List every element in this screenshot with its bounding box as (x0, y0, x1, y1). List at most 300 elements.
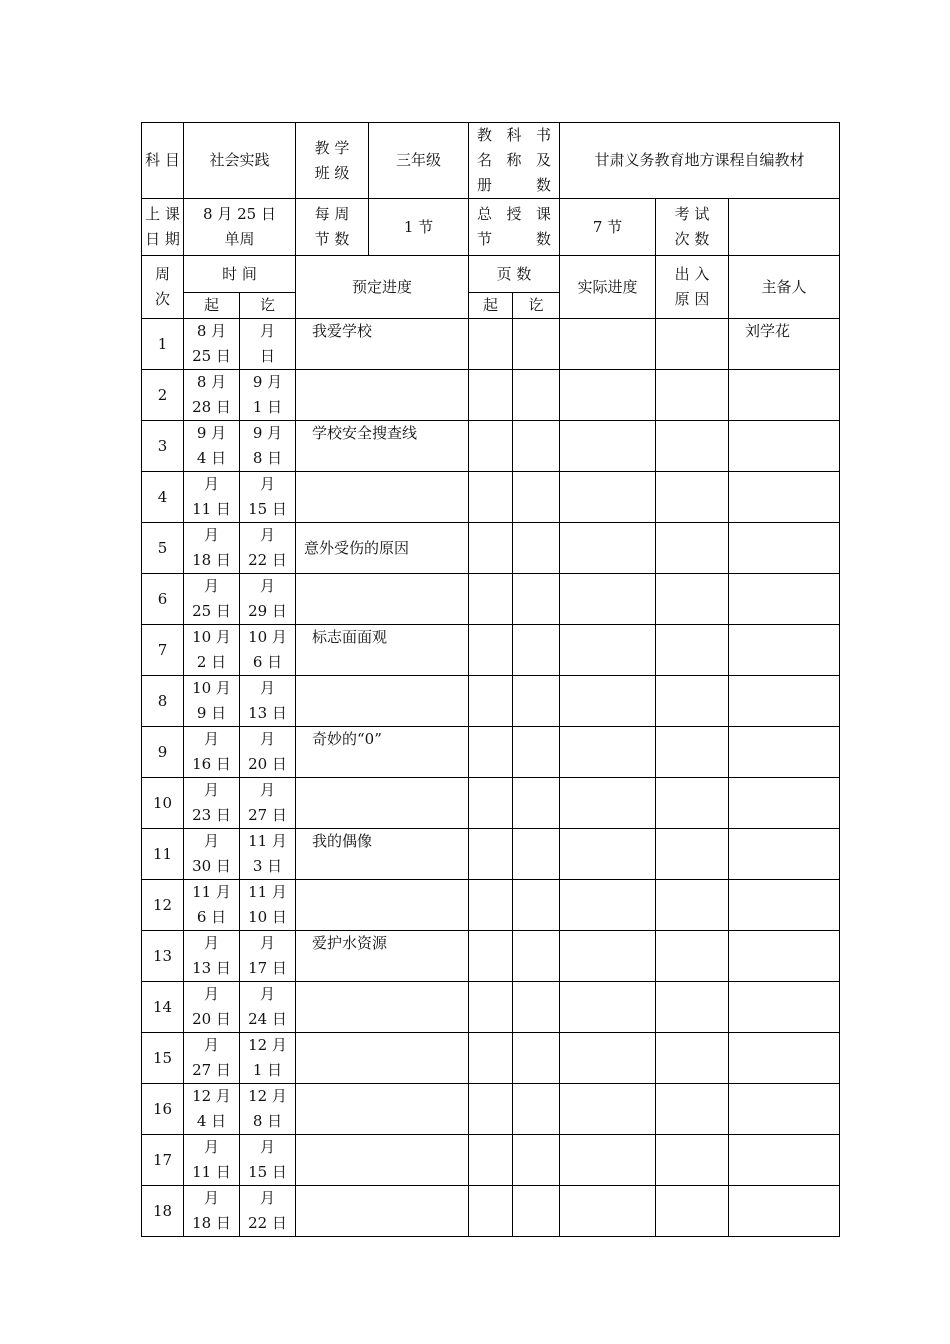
page-start-column-header: 起 (469, 293, 513, 319)
start-date-cell (184, 1033, 240, 1084)
end-date-cell (240, 472, 296, 523)
cell-line: 24 日 (248, 1010, 287, 1028)
week-cell: 2 (142, 370, 184, 421)
table-row (142, 1186, 840, 1237)
cell-line: 1 日 (252, 1061, 283, 1079)
week-cell: 16 (142, 1084, 184, 1135)
page-end-column-header: 讫 (513, 293, 560, 319)
planned-progress-cell (296, 1186, 469, 1237)
start-date-cell (184, 931, 240, 982)
planned-progress-cell (296, 982, 469, 1033)
week-cell: 7 (142, 625, 184, 676)
week-cell: 10 (142, 778, 184, 829)
start-date-cell (184, 523, 240, 574)
cell-line: 15 日 (248, 500, 287, 518)
cell-line: 月 (260, 679, 276, 697)
reason-column-header (656, 256, 729, 319)
actual-progress-cell (560, 1186, 656, 1237)
page-start-cell (469, 829, 513, 880)
start-date-cell (184, 370, 240, 421)
cell-line: 月 (260, 526, 276, 544)
page-start-cell (469, 523, 513, 574)
cell-line: 月 (260, 577, 276, 595)
page-end-cell (513, 1186, 560, 1237)
page-start-cell (469, 1186, 513, 1237)
preparer-cell (729, 1084, 840, 1135)
cell-line: 12 月 (192, 1087, 231, 1105)
book-value: 甘肃义务教育地方课程自编教材 (560, 123, 840, 199)
page-start-cell (469, 1084, 513, 1135)
cell-line: 节 数 (477, 230, 552, 248)
cell-line: 名 称 及 (477, 151, 552, 169)
end-date-cell (240, 982, 296, 1033)
actual-progress-cell (560, 472, 656, 523)
page-end-cell (513, 1135, 560, 1186)
cell-line: 月 (260, 934, 276, 952)
reason-cell (656, 574, 729, 625)
reason-cell (656, 319, 729, 370)
actual-progress-cell (560, 625, 656, 676)
cell-line: 月 (203, 475, 219, 493)
preparer-cell (729, 523, 840, 574)
reason-cell (656, 523, 729, 574)
table-row (142, 676, 840, 727)
week-cell: 17 (142, 1135, 184, 1186)
cell-line: 月 (203, 781, 219, 799)
preparer-cell (729, 829, 840, 880)
page-start-cell (469, 574, 513, 625)
cell-line: 4 日 (196, 449, 227, 467)
preparer-cell (729, 931, 840, 982)
preparer-cell (729, 1135, 840, 1186)
start-date-cell (184, 778, 240, 829)
reason-cell (656, 370, 729, 421)
cell-line: 22 日 (248, 1214, 287, 1232)
cell-line: 月 (260, 985, 276, 1003)
cell-line: 18 日 (192, 1214, 231, 1232)
reason-cell (656, 676, 729, 727)
table-row (142, 829, 840, 880)
planned-progress-cell: 我的偶像 (296, 829, 469, 880)
end-date-cell (240, 574, 296, 625)
reason-cell (656, 625, 729, 676)
weekly-label (296, 199, 369, 256)
planned-progress-cell (296, 1033, 469, 1084)
page-end-cell (513, 574, 560, 625)
cell-line: 12 月 (248, 1036, 287, 1054)
table-row (142, 523, 840, 574)
end-date-cell (240, 727, 296, 778)
cell-line: 25 日 (192, 347, 231, 365)
cell-line: 8 月 (196, 322, 227, 340)
page-start-cell (469, 1135, 513, 1186)
preparer-cell: 刘学花 (729, 319, 840, 370)
cell-line: 13 日 (192, 959, 231, 977)
page-end-cell (513, 421, 560, 472)
cell-line: 月 (203, 1189, 219, 1207)
teaching-plan-table (141, 122, 840, 1237)
cell-line: 29 日 (248, 602, 287, 620)
start-column-header: 起 (184, 293, 240, 319)
preparer-cell (729, 880, 840, 931)
planned-progress-cell: 学校安全搜查线 (296, 421, 469, 472)
cell-line: 月 (203, 1036, 219, 1054)
table-row (142, 727, 840, 778)
cell-line: 月 (203, 526, 219, 544)
page-end-cell (513, 727, 560, 778)
week-cell: 6 (142, 574, 184, 625)
table-row (142, 982, 840, 1033)
planned-progress-cell (296, 778, 469, 829)
table-row (142, 421, 840, 472)
table-row (142, 319, 840, 370)
reason-cell (656, 421, 729, 472)
cell-line: 教 科 书 (477, 126, 552, 144)
page-end-cell (513, 370, 560, 421)
cell-line: 月 (203, 730, 219, 748)
cell-line: 8 月 (196, 373, 227, 391)
actual-progress-cell (560, 421, 656, 472)
end-date-cell (240, 1135, 296, 1186)
end-date-cell (240, 1033, 296, 1084)
cell-line: 6 日 (196, 908, 227, 926)
table-row (142, 472, 840, 523)
week-cell: 18 (142, 1186, 184, 1237)
cell-line: 16 日 (192, 755, 231, 773)
start-date-cell (184, 982, 240, 1033)
preparer-cell (729, 625, 840, 676)
header-row-1 (142, 123, 840, 199)
planned-progress-cell: 标志面面观 (296, 625, 469, 676)
reason-cell (656, 880, 729, 931)
cell-line: 月 (203, 934, 219, 952)
preparer-cell (729, 778, 840, 829)
cell-line: 10 日 (248, 908, 287, 926)
cell-line: 23 日 (192, 806, 231, 824)
start-date-cell (184, 421, 240, 472)
page-start-cell (469, 1033, 513, 1084)
cell-line: 考 试 (674, 205, 710, 223)
table-row (142, 625, 840, 676)
page-start-cell (469, 421, 513, 472)
planned-progress-cell (296, 676, 469, 727)
actual-progress-cell (560, 523, 656, 574)
end-date-cell (240, 829, 296, 880)
cell-line: 月 (260, 781, 276, 799)
table-row (142, 1135, 840, 1186)
page-start-cell (469, 472, 513, 523)
cell-line: 13 日 (248, 704, 287, 722)
cell-line: 次 数 (674, 230, 710, 248)
cell-line: 27 日 (248, 806, 287, 824)
start-date-cell (184, 574, 240, 625)
start-date-cell (184, 625, 240, 676)
actual-progress-cell (560, 727, 656, 778)
reason-cell (656, 1186, 729, 1237)
cell-line: 月 (203, 577, 219, 595)
preparer-cell (729, 982, 840, 1033)
planned-progress-cell: 我爱学校 (296, 319, 469, 370)
cell-line: 8 日 (252, 449, 283, 467)
end-date-cell (240, 523, 296, 574)
week-cell: 12 (142, 880, 184, 931)
date-value (184, 199, 296, 256)
reason-cell (656, 1084, 729, 1135)
reason-cell (656, 931, 729, 982)
start-date-cell (184, 1186, 240, 1237)
planned-progress-cell (296, 880, 469, 931)
time-column-header: 时 间 (184, 256, 296, 293)
cell-line: 单周 (224, 230, 255, 248)
week-cell: 8 (142, 676, 184, 727)
page-start-cell (469, 778, 513, 829)
reason-cell (656, 778, 729, 829)
table-row (142, 778, 840, 829)
week-column-header (142, 256, 184, 319)
reason-cell (656, 727, 729, 778)
page-end-cell (513, 523, 560, 574)
cell-line: 11 日 (192, 1163, 231, 1181)
page-end-cell (513, 880, 560, 931)
exam-value (729, 199, 840, 256)
actual-progress-cell (560, 1084, 656, 1135)
end-date-cell (240, 778, 296, 829)
cell-line: 月 (260, 322, 276, 340)
planned-progress-cell (296, 574, 469, 625)
cell-line: 月 (260, 475, 276, 493)
cell-line: 22 日 (248, 551, 287, 569)
end-date-cell (240, 676, 296, 727)
cell-line: 月 (203, 832, 219, 850)
start-date-cell (184, 1084, 240, 1135)
table-row (142, 370, 840, 421)
preparer-cell (729, 1033, 840, 1084)
cell-line: 次 (154, 290, 170, 308)
page-start-cell (469, 625, 513, 676)
reason-cell (656, 472, 729, 523)
page-end-cell (513, 472, 560, 523)
actual-progress-cell (560, 319, 656, 370)
cell-line: 11 月 (248, 832, 287, 850)
schedule-sheet (141, 122, 839, 1237)
cell-line: 周 (154, 265, 170, 283)
actual-progress-cell (560, 676, 656, 727)
cell-line: 9 日 (196, 704, 227, 722)
page-end-cell (513, 982, 560, 1033)
cell-line: 11 日 (192, 500, 231, 518)
cell-line: 9 月 (252, 424, 283, 442)
cell-line: 11 月 (248, 883, 287, 901)
cell-line: 4 日 (196, 1112, 227, 1130)
page-start-cell (469, 319, 513, 370)
cell-line: 11 月 (192, 883, 231, 901)
cell-line: 册 数 (477, 176, 552, 194)
page-start-cell (469, 931, 513, 982)
cell-line: 8 月 25 日 (203, 205, 276, 223)
week-cell: 4 (142, 472, 184, 523)
preparer-cell (729, 676, 840, 727)
cell-line: 12 月 (248, 1087, 287, 1105)
planned-progress-cell (296, 1135, 469, 1186)
cell-line: 原 因 (674, 290, 710, 308)
start-date-cell (184, 319, 240, 370)
cell-line: 10 月 (192, 679, 231, 697)
class-value: 三年级 (369, 123, 469, 199)
end-date-cell (240, 1084, 296, 1135)
actual-progress-cell (560, 574, 656, 625)
cell-line: 月 (260, 1138, 276, 1156)
cell-line: 18 日 (192, 551, 231, 569)
exam-label (656, 199, 729, 256)
week-cell: 13 (142, 931, 184, 982)
cell-line: 科 目 (145, 151, 180, 169)
page-end-cell (513, 931, 560, 982)
actual-progress-cell (560, 829, 656, 880)
week-cell: 3 (142, 421, 184, 472)
cell-line: 3 日 (252, 857, 283, 875)
cell-line: 出 入 (674, 265, 710, 283)
cell-line: 日 期 (145, 230, 180, 248)
end-date-cell (240, 370, 296, 421)
start-date-cell (184, 1135, 240, 1186)
book-label (469, 123, 560, 199)
actual-progress-cell (560, 778, 656, 829)
weekly-value: 1 节 (369, 199, 469, 256)
cell-line: 1 日 (252, 398, 283, 416)
end-column-header: 讫 (240, 293, 296, 319)
page-end-cell (513, 1033, 560, 1084)
planned-progress-cell: 意外受伤的原因 (296, 523, 469, 574)
start-date-cell (184, 472, 240, 523)
preparer-cell (729, 727, 840, 778)
date-label (142, 199, 184, 256)
total-value: 7 节 (560, 199, 656, 256)
week-cell: 11 (142, 829, 184, 880)
start-date-cell (184, 829, 240, 880)
cell-line: 教 学 (314, 138, 350, 157)
actual-progress-cell (560, 1033, 656, 1084)
end-date-cell (240, 421, 296, 472)
page-end-cell (513, 319, 560, 370)
reason-cell (656, 1135, 729, 1186)
cell-line: 20 日 (192, 1010, 231, 1028)
cell-line: 10 月 (248, 628, 287, 646)
cell-line: 上 课 (145, 205, 180, 223)
cell-line: 25 日 (192, 602, 231, 620)
table-row (142, 931, 840, 982)
header-row-2 (142, 199, 840, 256)
cell-line: 10 月 (192, 628, 231, 646)
start-date-cell (184, 880, 240, 931)
actual-progress-cell (560, 370, 656, 421)
table-row (142, 880, 840, 931)
page-end-cell (513, 829, 560, 880)
cell-line: 6 日 (252, 653, 283, 671)
pages-column-header: 页 数 (469, 256, 560, 293)
page-end-cell (513, 625, 560, 676)
week-cell: 15 (142, 1033, 184, 1084)
cell-line: 月 (203, 985, 219, 1003)
planned-progress-cell (296, 370, 469, 421)
subject-label (142, 123, 184, 199)
start-date-cell (184, 676, 240, 727)
class-label (296, 123, 369, 199)
week-cell: 5 (142, 523, 184, 574)
planned-column-header: 预定进度 (296, 256, 469, 319)
reason-cell (656, 982, 729, 1033)
page-start-cell (469, 727, 513, 778)
week-cell: 14 (142, 982, 184, 1033)
end-date-cell (240, 880, 296, 931)
table-row (142, 1033, 840, 1084)
end-date-cell (240, 1186, 296, 1237)
cell-line: 20 日 (248, 755, 287, 773)
start-date-cell (184, 727, 240, 778)
week-cell: 9 (142, 727, 184, 778)
actual-progress-cell (560, 880, 656, 931)
column-header-row-1 (142, 256, 840, 293)
subject-value: 社会实践 (184, 123, 296, 199)
cell-line: 日 (260, 347, 276, 365)
planned-progress-cell (296, 1084, 469, 1135)
cell-line: 月 (260, 1189, 276, 1207)
actual-progress-cell (560, 931, 656, 982)
end-date-cell (240, 931, 296, 982)
cell-line: 15 日 (248, 1163, 287, 1181)
page-start-cell (469, 676, 513, 727)
page-start-cell (469, 370, 513, 421)
actual-progress-cell (560, 982, 656, 1033)
reason-cell (656, 1033, 729, 1084)
preparer-cell (729, 472, 840, 523)
planned-progress-cell: 爱护水资源 (296, 931, 469, 982)
cell-line: 班 级 (314, 163, 350, 182)
cell-line: 30 日 (192, 857, 231, 875)
cell-line: 17 日 (248, 959, 287, 977)
preparer-column-header: 主备人 (729, 256, 840, 319)
end-date-cell (240, 319, 296, 370)
actual-progress-cell (560, 1135, 656, 1186)
planned-progress-cell: 奇妙的“0” (296, 727, 469, 778)
actual-column-header: 实际进度 (560, 256, 656, 319)
preparer-cell (729, 421, 840, 472)
preparer-cell (729, 574, 840, 625)
week-cell: 1 (142, 319, 184, 370)
reason-cell (656, 829, 729, 880)
page-end-cell (513, 1084, 560, 1135)
cell-line: 每 周 (314, 205, 350, 223)
cell-line: 月 (260, 730, 276, 748)
page-start-cell (469, 982, 513, 1033)
cell-line: 27 日 (192, 1061, 231, 1079)
cell-line: 9 月 (252, 373, 283, 391)
preparer-cell (729, 370, 840, 421)
cell-line: 2 日 (196, 653, 227, 671)
page-end-cell (513, 778, 560, 829)
preparer-cell (729, 1186, 840, 1237)
table-row (142, 574, 840, 625)
cell-line: 节 数 (314, 230, 350, 248)
table-row (142, 1084, 840, 1135)
page-start-cell (469, 880, 513, 931)
cell-line: 总 授 课 (477, 205, 552, 223)
planned-progress-cell (296, 472, 469, 523)
cell-line: 28 日 (192, 398, 231, 416)
cell-line: 月 (203, 1138, 219, 1156)
page-end-cell (513, 676, 560, 727)
end-date-cell (240, 625, 296, 676)
cell-line: 9 月 (196, 424, 227, 442)
